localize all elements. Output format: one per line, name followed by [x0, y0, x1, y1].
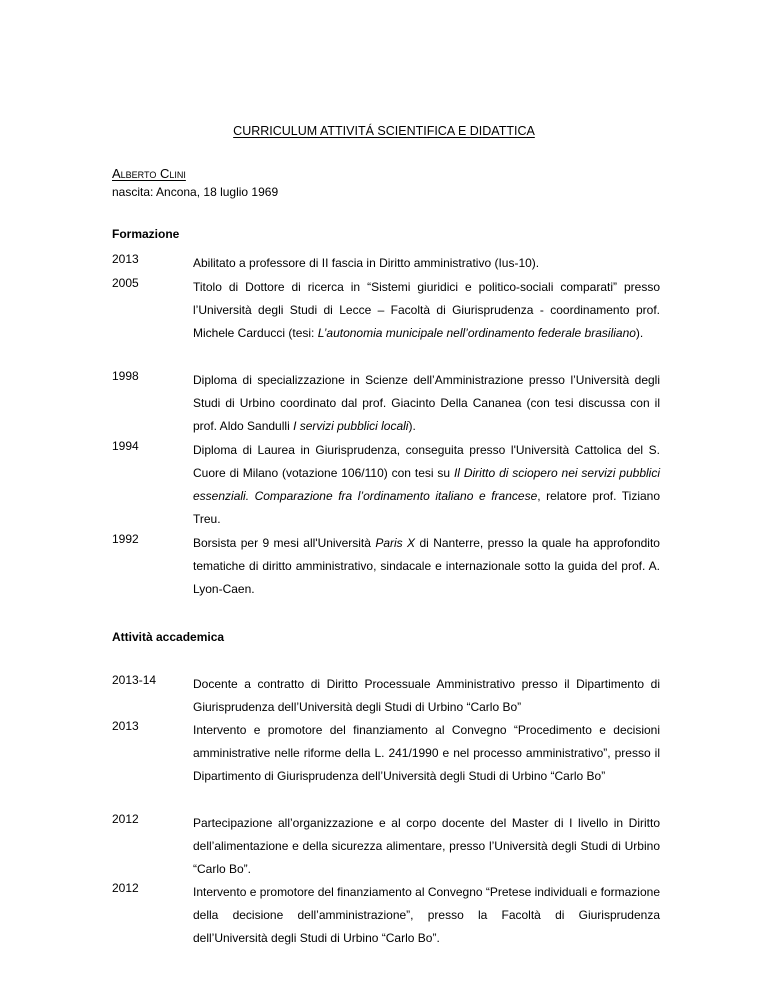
entry-text: Partecipazione all’organizzazione e al corpo docente del Master di I livello in Diritto dell’alimentazione e della sicurezza alimentare, presso l’Università degli Studi di Urbino “Carlo Bo”.	[193, 816, 660, 876]
entry-text: Diploma di specializzazione in Scienze dell’Amministrazione presso l’Università degli Studi di Urbino coordinato dal prof. Giacinto Della Cananea (con tesi discussa con il prof. Aldo Sandulli I servizi pubblici locali).	[193, 373, 660, 433]
birth-info: nascita: Ancona, 18 luglio 1969	[112, 185, 279, 199]
entry-text: Docente a contratto di Diritto Processuale Amministrativo presso il Dipartimento di Giurisprudenza dell’Università degli Studi di Urbino “Carlo Bo”	[193, 677, 660, 714]
entry-year: 2013	[112, 252, 139, 266]
entry-text: Intervento e promotore del finanziamento al Convegno “Procedimento e decisioni amministrative nelle riforme della L. 241/1990 e nel processo amministrativo”, presso il Dipartimento di Giurisprudenza dell’Università degli Studi di Urbino “Carlo Bo”	[193, 723, 660, 783]
document-title: CURRICULUM ATTIVITÁ SCIENTIFICA E DIDATTICA	[233, 124, 535, 138]
entry-year: 2012	[112, 881, 139, 895]
entry-text: Diploma di Laurea in Giurisprudenza, conseguita presso l'Università Cattolica del S. Cuore di Milano (votazione 106/110) con tesi su Il Diritto di sciopero nei servizi pubblici essenziali. Comparazione fra l’ordinamento italiano e francese, relatore prof. Tiziano Treu.	[193, 443, 661, 526]
thesis-title: I servizi pubblici locali	[293, 419, 409, 433]
entry-text: Abilitato a professore di II fascia in Diritto amministrativo (Ius-10).	[193, 256, 540, 270]
entry-year: 2005	[112, 276, 139, 290]
author-name: Alberto Clini	[112, 166, 186, 181]
section-heading-attivita: Attività accademica	[112, 630, 225, 644]
entry-year: 1994	[112, 439, 139, 453]
section-heading-formazione: Formazione	[112, 227, 180, 241]
entry-text: Intervento e promotore del finanziamento al Convegno “Pretese individuali e formazione della decisione dell’amministrazione”, presso la Facoltà di Giurisprudenza dell’Università degli Studi di Urbino “Carlo Bo”.	[193, 885, 660, 945]
entry-year: 1998	[112, 369, 139, 383]
entry-year: 1992	[112, 532, 139, 546]
entry-text: Borsista per 9 mesi all'Università Paris X di Nanterre, presso la quale ha approfondito tematiche di diritto amministrativo, sindacale e internazionale sotto la guida del prof. A. Lyon-Caen.	[193, 536, 660, 596]
thesis-title: L’autonomia municipale nell’ordinamento federale brasiliano	[317, 326, 636, 340]
entry-year: 2013	[112, 719, 139, 733]
university-name: Paris X	[375, 536, 416, 550]
entry-year: 2013-14	[112, 673, 157, 687]
entry-text: Titolo di Dottore di ricerca in “Sistemi giuridici e politico-sociali comparati” presso l’Università degli Studi di Lecce – Facoltà di Giurisprudenza - coordinamento prof. Michele Carducci (tesi: L’autonomia municipale nell’ordinamento federale brasiliano).	[193, 280, 660, 340]
thesis-title: Il Diritto di sciopero nei servizi pubblici essenziali. Comparazione fra l’ordinamento italiano e francese	[193, 466, 660, 503]
entry-year: 2012	[112, 812, 139, 826]
